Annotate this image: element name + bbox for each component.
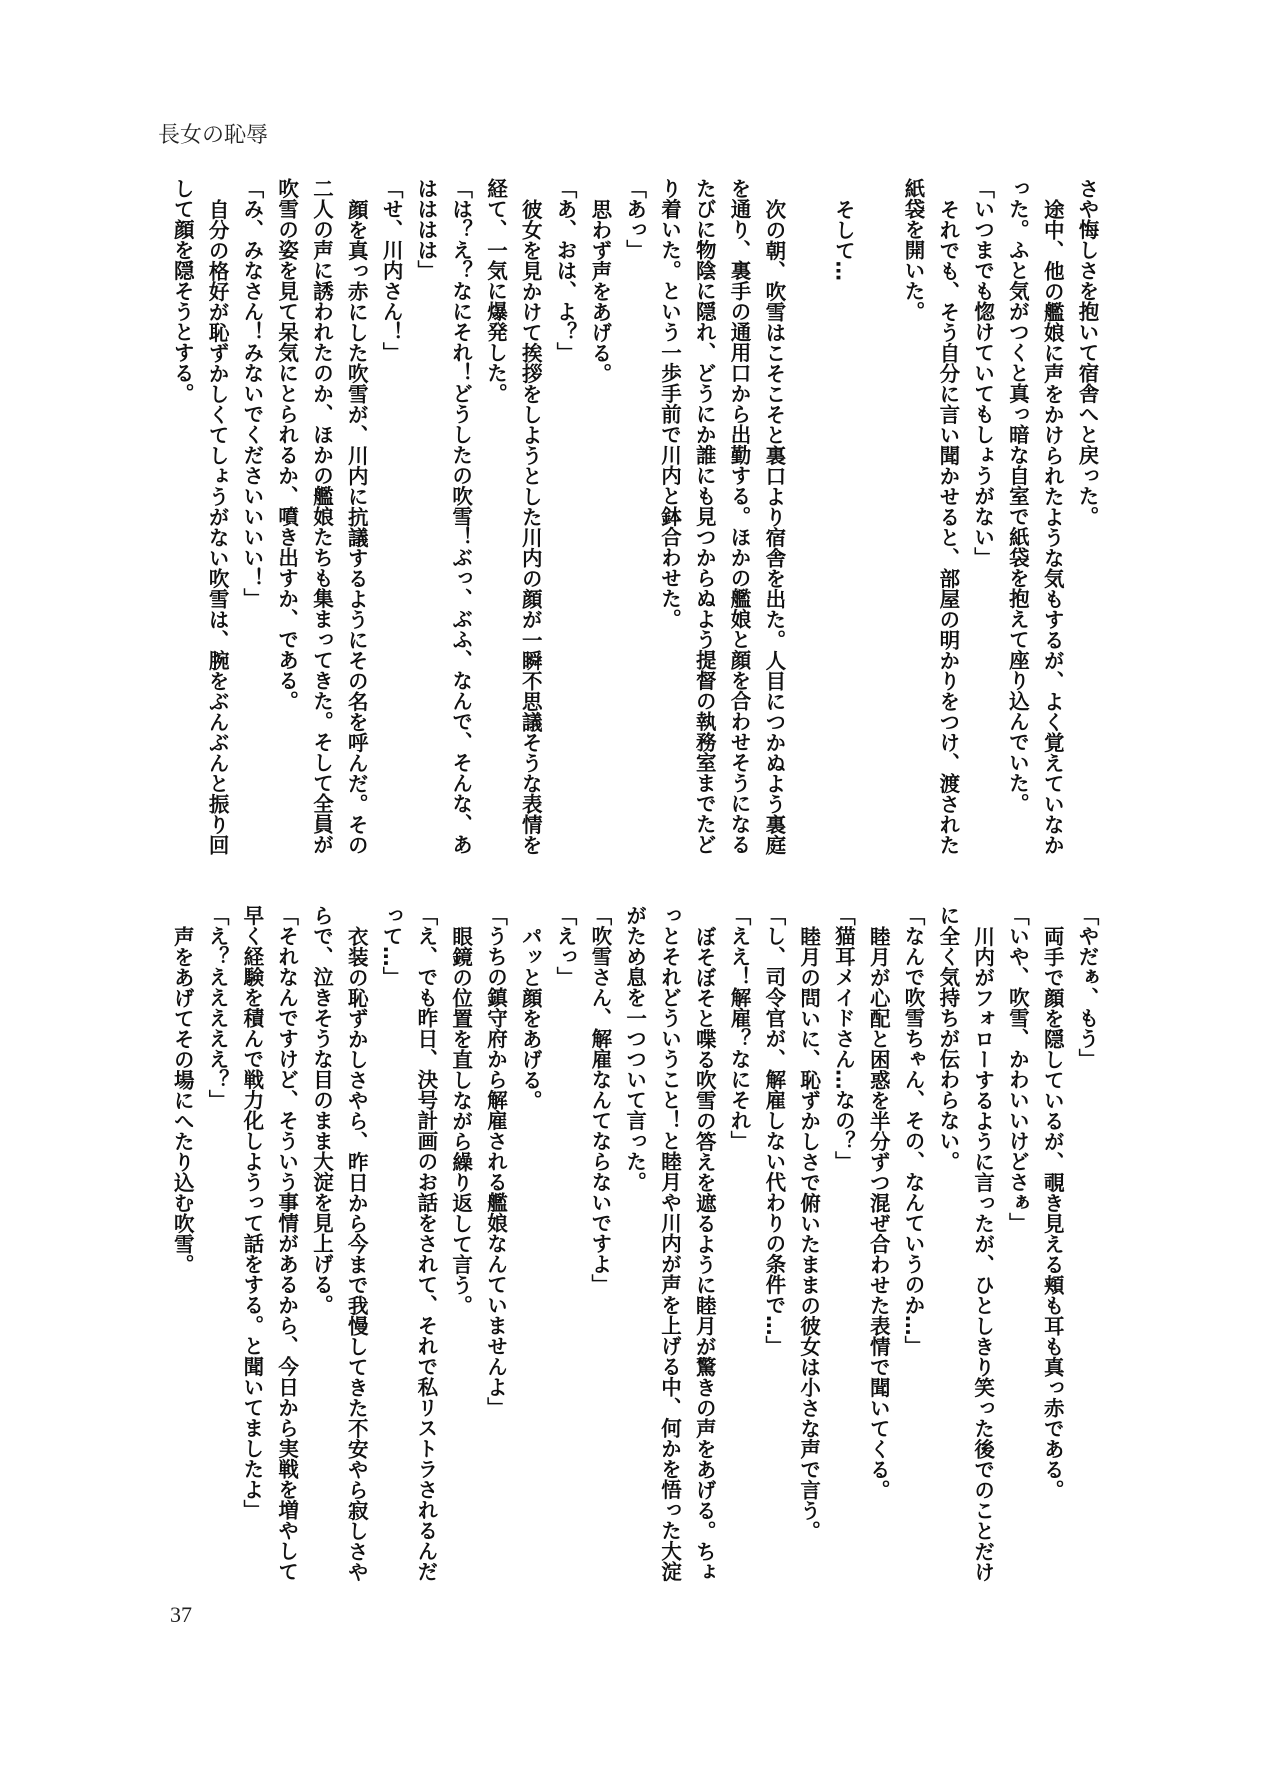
text-column: らで、泣きそうな目のまま大淀を見上げる。 [309, 905, 334, 1315]
text-column: 「うちの鎮守府から解雇される艦娘なんていませんよ」 [483, 905, 508, 1418]
text-block-top [170, 178, 1104, 858]
text-column: 彼女を見かけて挨拶をしようとした川内の顔が一瞬不思議そうな表情を [518, 198, 543, 855]
text-column: 「あ、おは、よ？」 [553, 178, 578, 363]
text-column: 睦月の問いに、恥ずかしさで俯いたままの彼女は小さな声で言う。 [796, 925, 821, 1541]
text-column: そして… [831, 198, 856, 281]
text-column: 声をあげてその場にへたり込む吹雪。 [170, 925, 195, 1274]
text-column: 衣装の恥ずかしさやら、昨日から今まで我慢してきた不安やら寂しさや [344, 925, 369, 1582]
page-number: 37 [170, 1602, 192, 1627]
text-column: 次の朝、吹雪はこそこそと裏口より宿舎を出た。人目につかぬよう裏庭 [761, 198, 786, 855]
text-column: 吹雪の姿を見て呆気にとられるか、噴き出すか、である。 [274, 178, 299, 711]
text-column: 自分の格好が恥ずかしくてしょうがない吹雪は、腕をぶんぶんと振り回 [205, 198, 230, 855]
text-column: っとそれどういうこと！と睦月や川内が声を上げる中、何かを悟った大淀 [657, 905, 682, 1582]
text-column: 「あっ」 [622, 178, 647, 260]
text-column: 川内がフォローするように言ったが、ひとしきり笑った後でのことだけ [970, 925, 995, 1582]
text-column [791, 178, 826, 858]
text-column: 早く経験を積んで戦力化しようって話をする。と聞いてましたよ」 [239, 905, 264, 1520]
text-column: った。ふと気がつくと真っ暗な自室で紙袋を抱えて座り込んでいた。 [1005, 178, 1030, 814]
text-column: 両手で顔を隠しているが、覗き見える頬も耳も真っ赤である。 [1040, 925, 1065, 1500]
text-column: パッと顔をあげる。 [518, 925, 543, 1110]
text-column: 「いつまでも惚けていてもしょうがない」 [970, 178, 995, 568]
text-column: 眼鏡の位置を直しながら繰り返して言う。 [448, 925, 473, 1315]
text-column: して顔を隠そうとする。 [170, 178, 195, 404]
text-column: 「やだぁ、もう」 [1075, 905, 1099, 1069]
text-column: 「し、司令官が、解雇しない代わりの条件で…」 [761, 905, 786, 1356]
text-column: それでも、そう自分に言い聞かせると、部屋の明かりをつけ、渡された [935, 198, 960, 855]
text-column: 「吹雪さん、解雇なんてならないですよ」 [587, 905, 612, 1295]
text-column: ぼそぼそと喋る吹雪の答えを遮るように睦月が驚きの声をあげる。ちょ [692, 925, 717, 1582]
text-column: 睦月が心配と困惑を半分ずつ混ぜ合わせた表情で聞いてくる。 [866, 925, 891, 1500]
text-column: 「み、みなさん！みないでくださいいいい！」 [239, 178, 264, 609]
text-column: 思わず声をあげる。 [587, 198, 612, 383]
text-column: 「ええ！解雇？なにそれ」 [727, 905, 752, 1151]
text-column: 「いや、吹雪、かわいいけどさぁ」 [1005, 905, 1030, 1233]
text-block-bottom [170, 905, 1104, 1585]
text-column: 経て、一気に爆発した。 [483, 178, 508, 404]
text-column: り着いた。という一歩手前で川内と鉢合わせた。 [657, 178, 682, 629]
text-column: って…」 [379, 905, 404, 987]
text-column: 「え、でも昨日、決号計画のお話をされて、それで私リストラされるんだ [413, 905, 438, 1582]
text-column: を通り、裏手の通用口から出勤する。ほかの艦娘と顔を合わせそうになる [727, 178, 752, 855]
text-column: 「猫耳メイドさん…なの？」 [831, 905, 856, 1172]
text-column: 「えっ」 [553, 905, 578, 987]
text-column: 途中、他の艦娘に声をかけられたような気もするが、よく覚えていなか [1040, 198, 1065, 855]
text-column: さや悔しさを抱いて宿舎へと戻った。 [1075, 178, 1099, 527]
text-column: 二人の声に誘われたのか、ほかの艦娘たちも集まってきた。そして全員が [309, 178, 334, 855]
text-column: 「なんで吹雪ちゃん、その、なんていうのか…」 [901, 905, 926, 1356]
text-column: 「は？え？なにそれ！どうしたの吹雪！ぶっ、ぶふ、なんで、そんな、あ [448, 178, 473, 855]
text-column: 「せ、川内さん！」 [379, 178, 404, 363]
text-column [860, 178, 895, 858]
text-column: 「それなんですけど、そういう事情があるから、今日から実戦を増やして [274, 905, 299, 1582]
text-column: たびに物陰に隠れ、どうにか誰にも見つからぬよう提督の執務室までたど [692, 178, 717, 855]
text-column: がため息を一つついて言った。 [622, 905, 647, 1192]
text-column: に全く気持ちが伝わらない。 [935, 905, 960, 1172]
running-header: 長女の恥辱 [158, 123, 269, 148]
text-column: 紙袋を開いた。 [901, 178, 926, 322]
text-column: 顔を真っ赤にした吹雪が、川内に抗議するようにその名を呼んだ。その [344, 198, 369, 855]
text-column: はははは」 [413, 178, 438, 281]
text-column: 「え？えええええ？」 [205, 905, 230, 1110]
